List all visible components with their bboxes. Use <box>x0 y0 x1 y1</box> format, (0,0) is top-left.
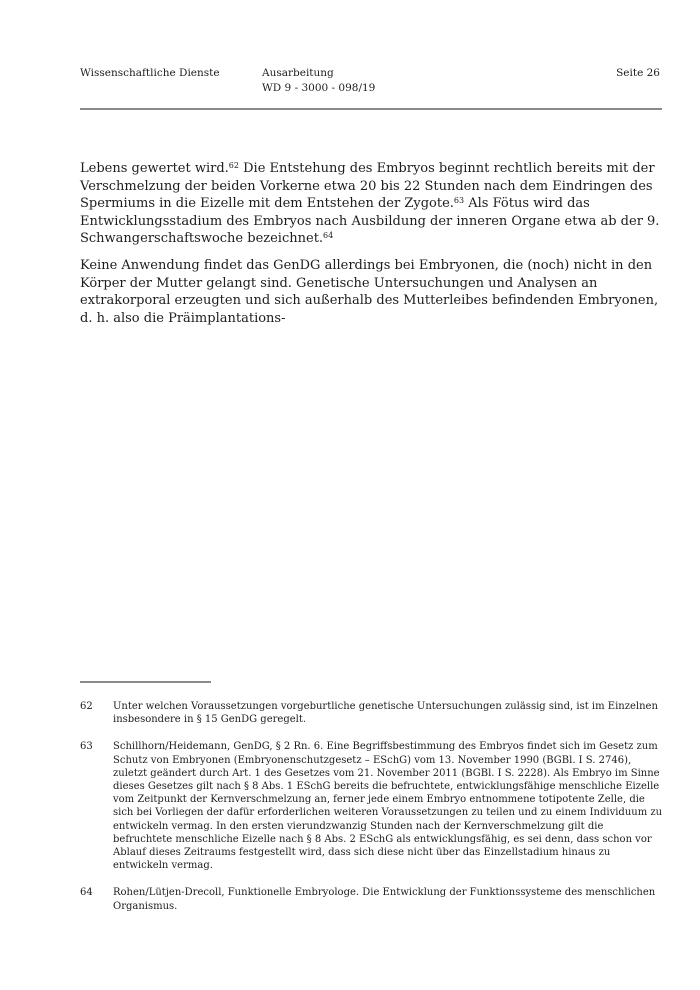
footnote-number: 62 <box>80 701 93 712</box>
paragraph-1-text-1: Lebens gewertet wird. <box>80 161 229 176</box>
paragraph-1 <box>80 160 664 248</box>
header-doc-number: WD 9 - 3000 - 098/19 <box>262 81 376 94</box>
footnote-ref-62: 62 <box>228 160 239 170</box>
document-body <box>80 160 664 336</box>
footnote-ref-64: 64 <box>323 230 334 240</box>
header-doc-type: Ausarbeitung <box>262 67 334 79</box>
header-divider <box>80 108 662 110</box>
header-doc-info <box>262 66 375 95</box>
paragraph-2: Keine Anwendung findet das GenDG allerdings bei Embryonen, die (noch) nicht in den Körper der Mutter gelangt sind. Genetische Untersuchungen und Analysen an extrakorporal erzeugten und sich außerhalb des Mutterleibes befindenden Embryonen, d. h. also die Präimplantations- <box>80 257 659 326</box>
footnotes-section <box>80 700 664 927</box>
footnote-ref-63: 63 <box>453 195 465 205</box>
footnote-text: Schillhorn/Heidemann, GenDG, § 2 Rn. 6. Eine Begriffsbestimmung des Embryos findet sich im Gesetz zum Schutz von Embryonen (Embryonenschutzgesetz – ESchG) vom 13. November 1990 (BGBl. I S. 2746), zuletzt geändert durch Art. 1 des Gesetzes vom 21. November 2011 (BGBl. I S. 2228). Als Embryo im Sinne dieses Gesetzes gilt nach § 8 Abs. 1 ESchG bereits die befruchtete, entwicklungsfähige menschliche Eizelle vom Zeitpunkt der Kernverschmelzung an, ferner jede einem Embryo entnommene totipotente Zelle, die sich bei Vorliegen der dafür erforderlichen weiteren Voraussetzungen zu teilen und zu einem Individuum zu entwickeln vermag. In den ersten vierundzwanzig Stunden nach der Kernverschmelzung gilt die befruchtete menschliche Eizelle nach § 8 Abs. 2 ESchG als entwicklungsfähig, es sei denn, dass schon vor Ablauf dieses Zeitraums festgestellt wird, dass sich diese nicht über das Einzellstadium hinaus zu entwickeln vermag. <box>113 741 663 872</box>
paragraph-1-text-2: Die Entstehung des Embryos beginnt rechtlich bereits mit der Verschmelzung der beiden Vorkerne etwa 20 bis 22 Stunden nach dem Eindringen des Spermiums in die Eizelle mit dem Entstehen der Zygote. <box>80 161 655 212</box>
footnote-separator <box>80 681 211 683</box>
paragraph-1-text-3: Als Fötus wird das Entwicklungsstadium des Embryos nach Ausbildung der inneren Organe etwa ab der 9. Schwangerschaftswoche bezeichnet. <box>80 196 660 247</box>
header-page-number: Seite 26 <box>616 67 660 79</box>
footnote-62 <box>80 700 664 726</box>
footnote-64 <box>80 886 664 912</box>
footnote-number: 63 <box>80 741 93 753</box>
footnote-number: 64 <box>80 887 93 899</box>
footnote-text: Unter welchen Voraussetzungen vorgeburtliche genetische Untersuchungen zulässig sind, ist im Einzelnen insbesondere in § 15 GenDG geregelt. <box>113 701 658 726</box>
header-organization: Wissenschaftliche Dienste <box>80 67 220 79</box>
footnote-text: Rohen/Lütjen-Drecoll, Funktionelle Embryologe. Die Entwicklung der Funktionssysteme des menschlichen Organismus. <box>113 887 656 912</box>
footnote-63 <box>80 740 664 872</box>
